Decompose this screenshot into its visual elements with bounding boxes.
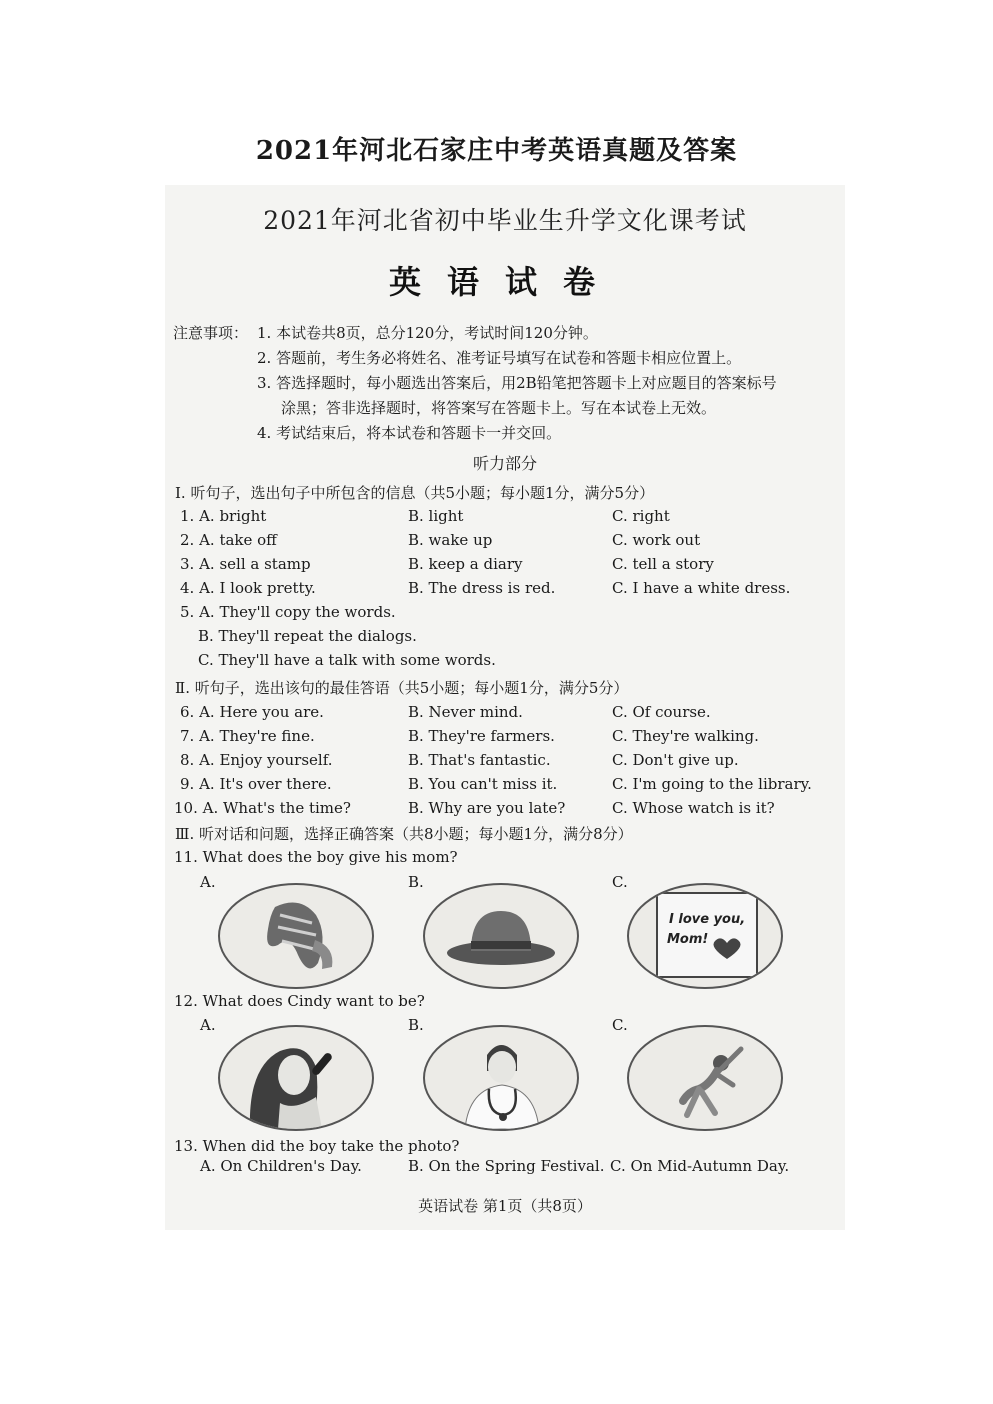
- option-c-label: C.: [612, 873, 628, 891]
- option-a: 10. A. What's the time?: [174, 799, 351, 817]
- question-row: [180, 1157, 845, 1181]
- option-a: 7. A. They're fine.: [180, 727, 315, 745]
- note-item: 涂黑；答非选择题时，将答案写在答题卡上。写在本试卷上无效。: [281, 399, 717, 417]
- option-a: 8. A. Enjoy yourself.: [180, 751, 333, 769]
- question-row: [174, 992, 839, 1016]
- option-b: B. light: [408, 507, 464, 525]
- option-c: C. I'm going to the library.: [612, 775, 812, 793]
- option-c: C. Whose watch is it?: [612, 799, 775, 817]
- question-row: [180, 531, 845, 555]
- question-row: [180, 751, 845, 775]
- question-row: [174, 848, 839, 872]
- dancer-picture: [627, 1025, 783, 1131]
- option-c: C. tell a story: [612, 555, 714, 573]
- question-row: [180, 507, 845, 531]
- option-c: C. Of course.: [612, 703, 711, 721]
- option-a: 4. A. I look pretty.: [180, 579, 316, 597]
- option-a: 3. A. sell a stamp: [180, 555, 311, 573]
- card-picture: [627, 883, 783, 989]
- option-b: B. They'll repeat the dialogs.: [198, 627, 417, 645]
- question-row: [180, 703, 845, 727]
- question-row: [180, 651, 845, 675]
- part3-title: Ⅲ. 听对话和问题，选择正确答案（共8小题；每小题1分，满分8分）: [175, 825, 633, 843]
- notes-label: 注意事项：: [173, 324, 249, 342]
- option-a: 2. A. take off: [180, 531, 277, 549]
- hat-picture: [423, 883, 579, 989]
- option-a: 1. A. bright: [180, 507, 267, 525]
- note-item: 2. 答题前，考生务必将姓名、准考证号填写在试卷和答题卡相应位置上。: [257, 349, 742, 367]
- card-text-line2: Mom!: [667, 932, 709, 947]
- option-b: B. Why are you late?: [408, 799, 566, 817]
- option-a: 5. A. They'll copy the words.: [180, 603, 396, 621]
- option-b: B. wake up: [408, 531, 493, 549]
- option-b-label: B.: [408, 1016, 424, 1034]
- part1-title: Ⅰ. 听句子，选出句子中所包含的信息（共5小题；每小题1分，满分5分）: [175, 484, 655, 502]
- document-title: 2021年河北石家庄中考英语真题及答案: [255, 136, 738, 166]
- question-row: [180, 775, 845, 799]
- option-c: C. work out: [612, 531, 701, 549]
- option-a: 6. A. Here you are.: [180, 703, 324, 721]
- question-row: [174, 799, 845, 823]
- option-b: B. They're farmers.: [408, 727, 555, 745]
- option-c: C. They're walking.: [612, 727, 759, 745]
- note-item: 3. 答选择题时，每小题选出答案后，用2B铅笔把答题卡上对应题目的答案标号: [257, 374, 777, 392]
- option-b: B. keep a diary: [408, 555, 523, 573]
- part2-title: Ⅱ. 听句子，选出该句的最佳答语（共5小题；每小题1分，满分5分）: [175, 679, 629, 697]
- question-12: 12. What does Cindy want to be?: [174, 992, 425, 1010]
- question-11: 11. What does the boy give his mom?: [174, 848, 458, 866]
- option-a: A. On Children's Day.: [200, 1157, 362, 1175]
- option-c: C. They'll have a talk with some words.: [198, 651, 496, 669]
- question-row: [180, 627, 845, 651]
- note-item: 1. 本试卷共8页，总分120分，考试时间120分钟。: [257, 324, 598, 342]
- question-row: [180, 727, 845, 751]
- option-c: C. I have a white dress.: [612, 579, 791, 597]
- scanned-exam-page: [165, 185, 845, 1230]
- option-b-label: B.: [408, 873, 424, 891]
- option-c: C. On Mid-Autumn Day.: [610, 1157, 790, 1175]
- question-13: 13. When did the boy take the photo?: [174, 1137, 460, 1155]
- listening-header: 听力部分: [472, 454, 537, 473]
- paper-title: 英语试卷: [388, 263, 621, 301]
- option-a-label: A.: [200, 1016, 216, 1034]
- option-b: B. Never mind.: [408, 703, 523, 721]
- question-row: [180, 555, 845, 579]
- exam-title: 2021年河北省初中毕业生升学文化课考试: [263, 206, 747, 235]
- doctor-picture: [423, 1025, 579, 1131]
- option-b: B. You can't miss it.: [408, 775, 558, 793]
- singer-picture: [218, 1025, 374, 1131]
- option-a: 9. A. It's over there.: [180, 775, 332, 793]
- option-b: B. That's fantastic.: [408, 751, 551, 769]
- question-row: [180, 579, 845, 603]
- page-footer: 英语试卷 第1页（共8页）: [418, 1197, 592, 1215]
- note-item: 4. 考试结束后，将本试卷和答题卡一并交回。: [257, 424, 562, 442]
- card-text-line1: I love you,: [669, 912, 746, 927]
- option-c: C. right: [612, 507, 670, 525]
- scarf-picture: [218, 883, 374, 989]
- option-c: C. Don't give up.: [612, 751, 739, 769]
- option-b: B. The dress is red.: [408, 579, 556, 597]
- question-row: [180, 603, 845, 627]
- option-c-label: C.: [612, 1016, 628, 1034]
- option-b: B. On the Spring Festival.: [408, 1157, 605, 1175]
- option-a-label: A.: [200, 873, 216, 891]
